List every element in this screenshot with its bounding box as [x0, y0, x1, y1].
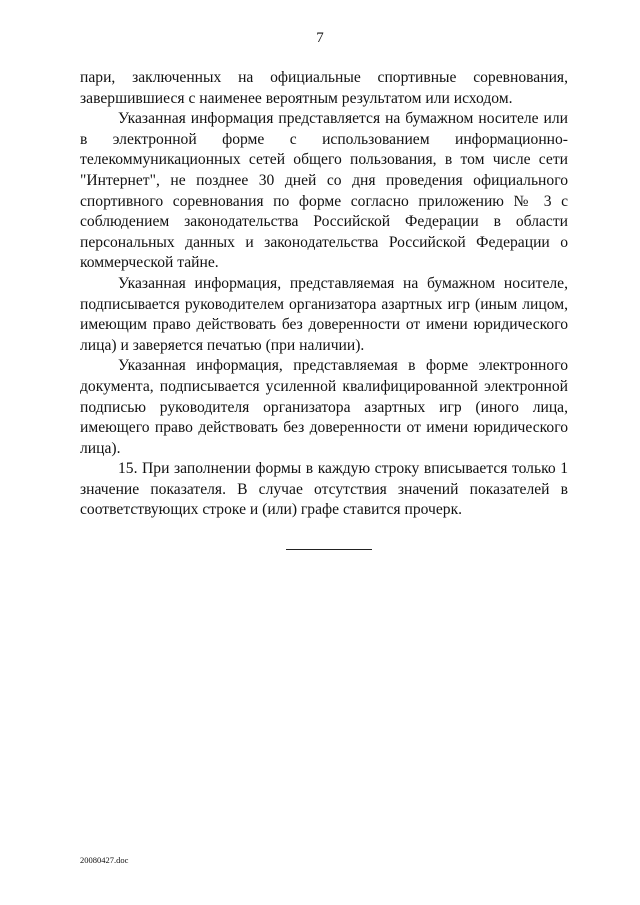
paragraph-continuation: пари, заключенных на официальные спортивные соревнования, завершившиеся с наименее вероятным результатом или исходом.	[80, 69, 568, 107]
document-body	[80, 68, 568, 521]
paragraph-paper-signature: Указанная информация, представляемая на бумажном носителе, подписывается руководителем организатора азартных игр (иным лицом, имеющим право действовать без доверенности от имени юридического лица) и заверяется печатью (при наличии).	[80, 274, 568, 354]
paragraph-submission-info: Указанная информация представляется на бумажном носителе или в электронной форме с использованием информационно-телекоммуникационных сетей общего пользования, в том числе сети "Интернет", не позднее 30 дней со дня проведения официального спортивного соревнования по форме согласно приложению № 3 с соблюдением законодательства Российской Федерации в области персональных данных и законодательства Российской Федерации о коммерческой тайне.	[80, 110, 568, 272]
file-reference: 20080427.doc	[80, 855, 129, 865]
page-number: 7	[316, 30, 324, 46]
end-separator-line	[286, 549, 372, 550]
paragraph-item-15: 15. При заполнении формы в каждую строку вписывается только 1 значение показателя. В случае отсутствия значений показателей в соответствующих строке и (или) графе ставится прочерк.	[80, 460, 568, 519]
paragraph-electronic-signature: Указанная информация, представляемая в форме электронного документа, подписывается усиленной квалифицированной электронной подписью руководителя организатора азартных игр (иного лица, имеющего право действовать без доверенности от имени юридического лица).	[80, 357, 568, 457]
